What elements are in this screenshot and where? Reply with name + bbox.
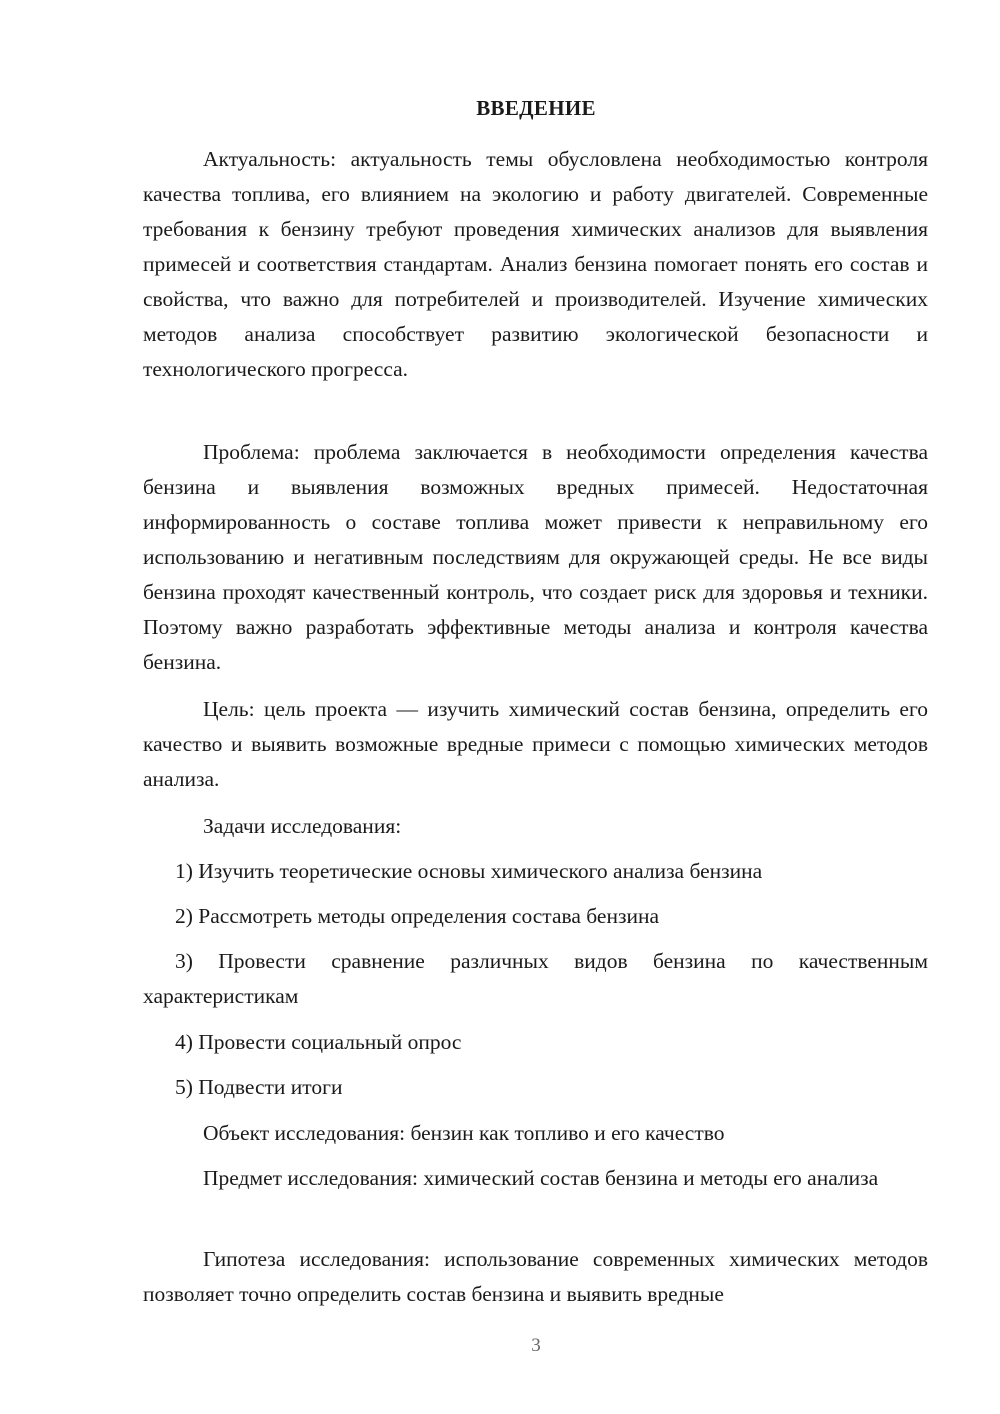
paragraph-tasks-heading: Задачи исследования: bbox=[203, 814, 402, 838]
paragraph-hypothesis: Гипотеза исследования: использование современных химических методов позволяет точно определить состав бензина и выявить вредные bbox=[143, 1247, 928, 1306]
paragraph-goal: Цель: цель проекта — изучить химический состав бензина, определить его качество и выявить возможные вредные примеси с помощью химических методов анализа. bbox=[143, 697, 928, 791]
page-number: 3 bbox=[531, 1335, 541, 1356]
task-item-5: 5) Подвести итоги bbox=[175, 1075, 343, 1099]
task-item-1: 1) Изучить теоретические основы химического анализа бензина bbox=[175, 859, 763, 883]
task-item-4: 4) Провести социальный опрос bbox=[175, 1030, 462, 1054]
paragraph-problem: Проблема: проблема заключается в необходимости определения качества бензина и выявления возможных вредных примесей. Недостаточная информированность о составе топлива может привести к неправильному его использованию и негативным последствиям для окружающей среды. Не все виды бензина проходят качественный контроль, что создает риск для здоровья и техники. Поэтому важно разработать эффективные методы анализа и контроля качества бензина. bbox=[143, 440, 928, 674]
task-item-3: 3) Провести сравнение различных видов бензина по качественным характеристикам bbox=[143, 949, 928, 1008]
section-title: ВВЕДЕНИЕ bbox=[476, 96, 596, 120]
paragraph-subject: Предмет исследования: химический состав бензина и методы его анализа bbox=[203, 1166, 879, 1190]
task-item-2: 2) Рассмотреть методы определения состава бензина bbox=[175, 904, 660, 928]
paragraph-object: Объект исследования: бензин как топливо и его качество bbox=[203, 1121, 725, 1145]
paragraph-relevance: Актуальность: актуальность темы обусловлена необходимостью контроля качества топлива, его влиянием на экологию и работу двигателей. Современные требования к бензину требуют проведения химических анализов для выявления примесей и соответствия стандартам. Анализ бензина помогает понять его состав и свойства, что важно для потребителей и производителей. Изучение химических методов анализа способствует развитию экологической безопасности и технологического прогресса. bbox=[143, 147, 928, 381]
